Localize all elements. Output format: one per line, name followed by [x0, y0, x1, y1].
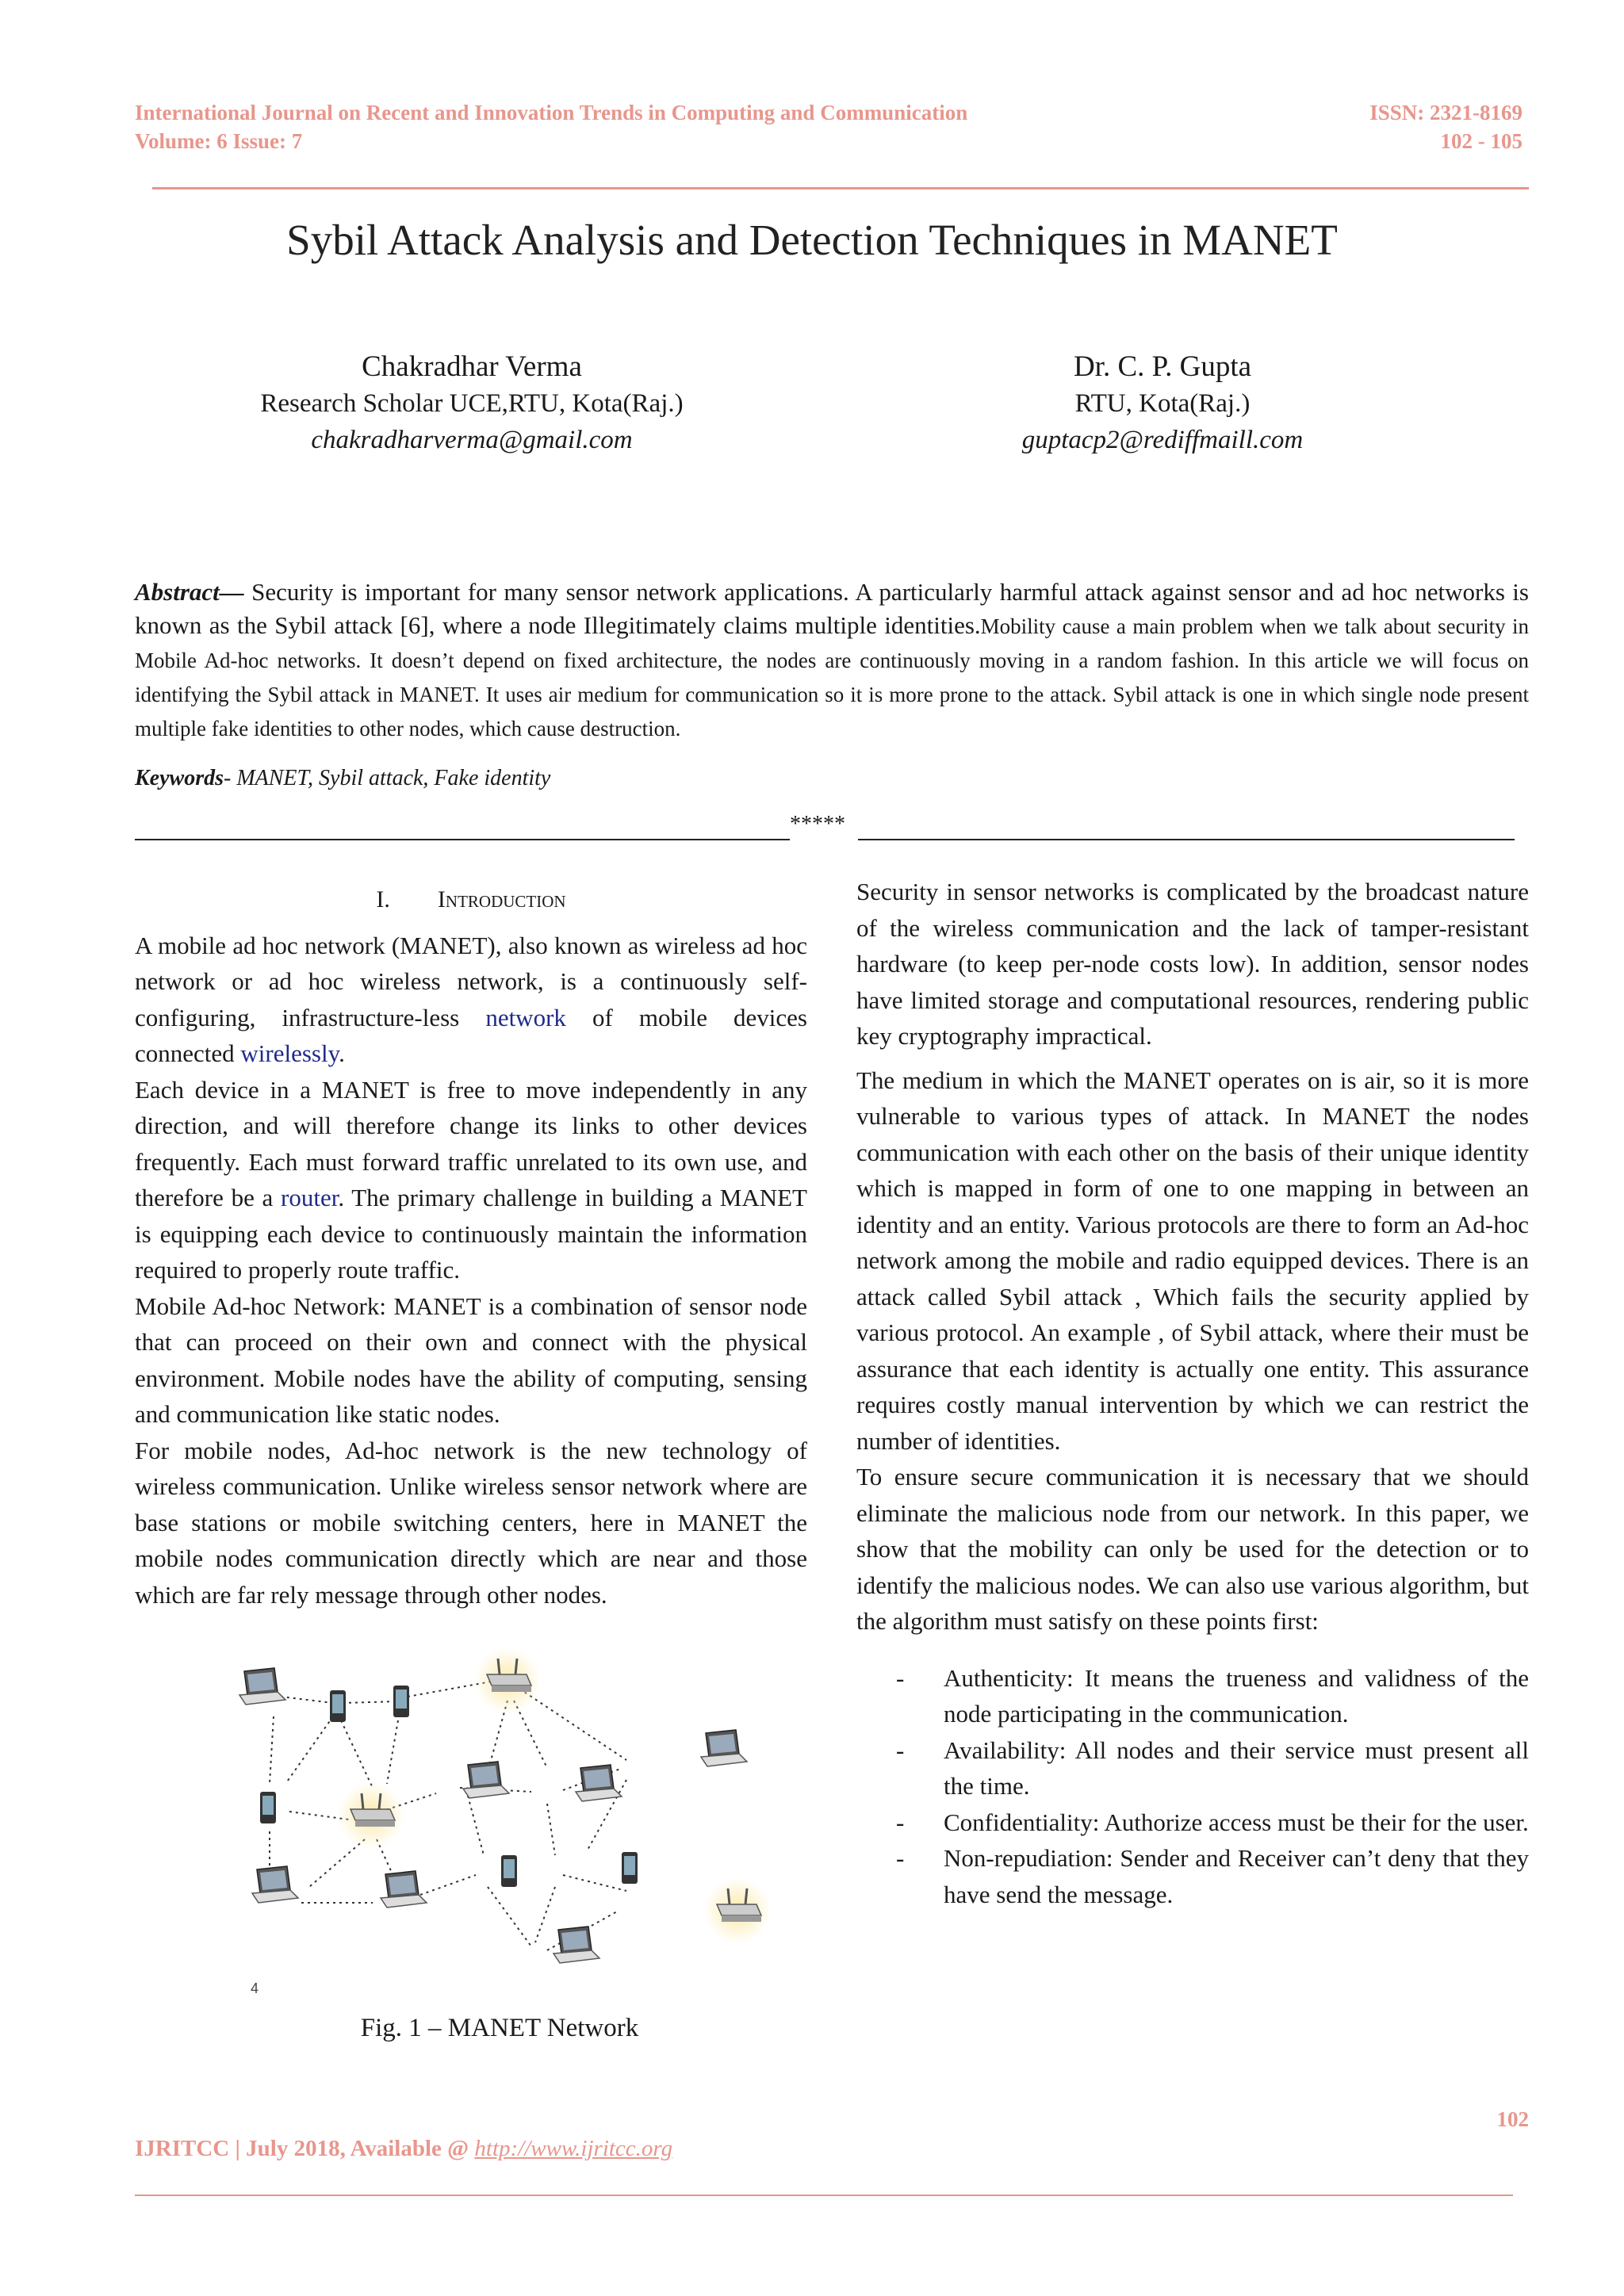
laptop-icon [576, 1765, 622, 1801]
router-icon [704, 1877, 771, 1944]
requirements-list [856, 1660, 1529, 1913]
abstract-text: Security is important for many sensor network applications. A particularly harmful attack against sensor and ad hoc networks is known as the Sybil attack [6], where a node Illegitimately claims multiple identities. [135, 578, 1529, 639]
paragraph: Each device in a MANET is free to move independently in any direction, and will therefore change its links to other devices frequently. Each must forward traffic unrelated to its own use, and therefore be a router. The primary challenge in building a MANET is equipping each device to continuously maintain the information required to properly route traffic. [135, 1075, 807, 1284]
author-1 [190, 349, 753, 458]
section-title: Introduction [437, 886, 566, 913]
page-number: 102 [1496, 2107, 1529, 2131]
laptop-icon [239, 1668, 285, 1705]
router-icon [474, 1649, 541, 1714]
left-column [135, 882, 807, 1613]
author-name: Chakradhar Verma [362, 350, 582, 383]
right-column [856, 874, 1529, 1912]
header-rule [152, 187, 1529, 189]
link-router[interactable]: router [281, 1184, 339, 1211]
abstract-text-small: Mobility cause a main problem when we talk about security in Mobile Ad-hoc networks. It doesn’t depend on fixed architecture, the nodes are continuously moving in a random fashion. In this article we will focus on identifying the Sybil attack in MANET. It uses air medium for communication so it is more prone to the attack. Sybil attack is one in which single node present multiple fake identities to other nodes, which cause destruction. [135, 614, 1529, 740]
author-email: chakradharverma@gmail.com [311, 426, 633, 454]
figure-caption: Fig. 1 – MANET Network [360, 2014, 639, 2042]
author-email: guptacp2@rediffmaill.com [1021, 426, 1304, 454]
phone-icon [393, 1686, 409, 1717]
paragraph: Mobile Ad-hoc Network: MANET is a combination of sensor node that can proceed on their own and connect with the physical environment. Mobile nodes have the ability of computing, sensing and communication like static nodes. [135, 1292, 807, 1428]
separator-line-right [858, 839, 1515, 840]
router-icon [338, 1782, 404, 1849]
link-lines [268, 1681, 626, 1950]
separator-stars: ***** [790, 812, 845, 836]
list-item: - Availability: All nodes and their service must present all the time. [896, 1735, 1529, 1800]
paragraph: Security in sensor networks is complicated by the broadcast nature of the wireless communication and the lack of tamper-resistant hardware (to keep per-node costs low). In addition, sensor nodes have limited storage and computational resources, rendering public key cryptography impractical. [856, 878, 1529, 1050]
keywords-label: Keywords [135, 766, 224, 790]
phone-icon [501, 1855, 517, 1887]
phone-icon [622, 1852, 638, 1884]
journal-url-link[interactable]: http://www.ijritcc.org [474, 2136, 673, 2161]
page-range: 102 - 105 [1440, 129, 1522, 153]
author-affiliation: Research Scholar UCE,RTU, Kota(Raj.) [260, 389, 684, 418]
manet-network-diagram [214, 1649, 785, 2030]
section-number: I. [376, 886, 390, 913]
paragraph: To ensure secure communication it is necessary that we should eliminate the malicious node from our network. In this paper, we show that the mobility can only be used for the detection or to identify the malicious nodes. We can also use various algorithm, but the algorithm must satisfy on these points first: [856, 1463, 1529, 1635]
abstract [135, 576, 1529, 745]
laptop-icon [553, 1927, 599, 1963]
footer-rule [135, 2195, 1513, 2196]
author-affiliation: RTU, Kota(Raj.) [1074, 389, 1251, 418]
issn: ISSN: 2321-8169 [1369, 101, 1522, 124]
keywords [135, 766, 550, 791]
link-network[interactable]: network [485, 1003, 566, 1031]
link-wirelessly[interactable]: wirelessly [240, 1039, 339, 1067]
paper-title: Sybil Attack Analysis and Detection Techniques in MANET [286, 216, 1338, 264]
list-item: - Non-repudiation: Sender and Receiver can’t deny that they have send the message. [896, 1844, 1529, 1908]
laptop-icon [252, 1866, 298, 1903]
list-item: - Authenticity: It means the trueness and validness of the node participating in the communication. [896, 1663, 1529, 1728]
section-heading-introduction [135, 882, 807, 918]
keywords-text: - MANET, Sybil attack, Fake identity [224, 766, 551, 790]
paragraph: For mobile nodes, Ad-hoc network is the new technology of wireless communication. Unlike wireless sensor network where are base stations or mobile switching centers, here in MANET the mobile nodes communication directly which are near and those which are far rely message through other nodes. [135, 1436, 807, 1609]
paragraph: A mobile ad hoc network (MANET), also known as wireless ad hoc network or ad hoc wireless network, is a continuously self-configuring, infrastructure-less network of mobile devices connected wirelessly. [135, 931, 807, 1067]
abstract-label: Abstract— [135, 578, 244, 606]
author-2 [980, 349, 1624, 458]
separator-line-left [135, 839, 790, 840]
phone-icon [260, 1792, 276, 1823]
phone-icon [330, 1690, 346, 1722]
laptop-icon [701, 1730, 747, 1766]
footer-text: IJRITCC | July 2018, Available @ http://www.ijritcc.org [135, 2136, 673, 2161]
laptop-icon [463, 1762, 509, 1798]
journal-name: International Journal on Recent and Innovation Trends in Computing and Communication [135, 101, 968, 124]
laptop-icon [381, 1871, 427, 1908]
manet-figure [214, 1649, 785, 2030]
paragraph: The medium in which the MANET operates on is air, so it is more vulnerable to various types of attack. In MANET the nodes communication with each other on the basis of their unique identity which is mapped in form of one to one mapping in between an identity and an entity. Various protocols are there to form an Ad-hoc network among the mobile and radio equipped devices. There is an attack called Sybil attack , Which fails the security applied by various protocol. An example , of Sybil attack, where their must be assurance that each identity is actually one entity. This assurance requires costly manual intervention by which we can restrict the number of identities. [856, 1066, 1529, 1455]
volume-issue: Volume: 6 Issue: 7 [135, 129, 303, 153]
figure-corner-label: 4 [251, 1980, 259, 1996]
list-item: - Confidentiality: Authorize access must be their for the user. [896, 1808, 1529, 1836]
author-name: Dr. C. P. Gupta [1073, 350, 1252, 383]
